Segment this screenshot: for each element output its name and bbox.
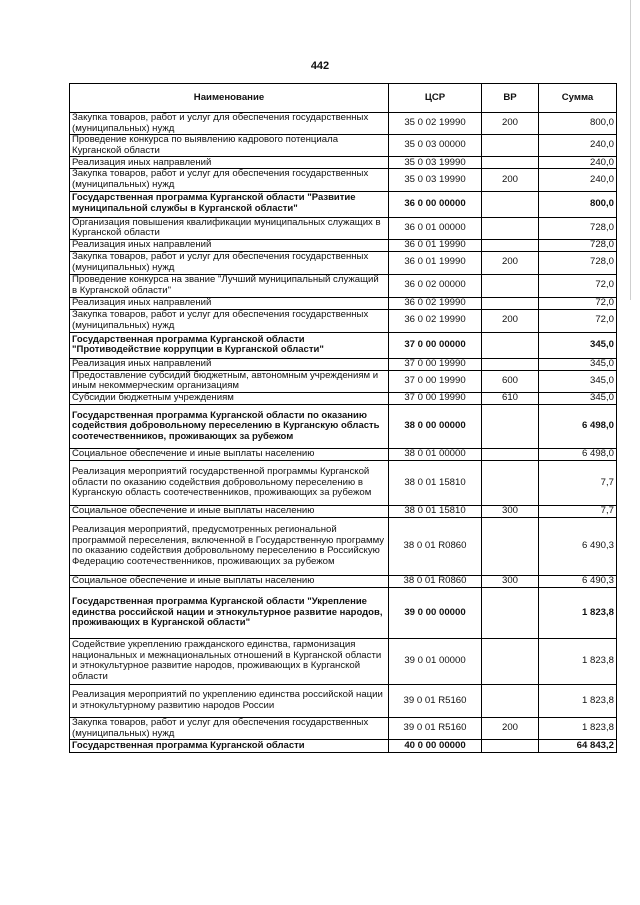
row-vr-cell — [482, 332, 539, 358]
row-name-cell: Организация повышения квалификации муниципальных служащих в Курганской области — [70, 217, 389, 239]
table-row — [70, 191, 617, 217]
row-name-cell: Предоставление субсидий бюджетным, автономным учреждениям и иным некоммерческим организациям — [70, 370, 389, 392]
table-row — [70, 404, 617, 448]
row-vr-cell — [482, 448, 539, 460]
table-header-row — [70, 84, 617, 113]
row-vr-cell: 200 — [482, 251, 539, 274]
row-csr-cell: 38 0 01 R0860 — [389, 517, 482, 575]
row-name-cell: Проведение конкурса по выявлению кадрового потенциала Курганской области — [70, 135, 389, 157]
table-row — [70, 297, 617, 309]
row-sum-cell: 7,7 — [539, 505, 617, 517]
row-csr-cell: 36 0 02 19990 — [389, 297, 482, 309]
table-row — [70, 274, 617, 297]
row-name-cell: Закупка товаров, работ и услуг для обеспечения государственных (муниципальных) нужд — [70, 251, 389, 274]
row-sum-cell: 64 843,2 — [539, 740, 617, 753]
row-vr-cell: 200 — [482, 169, 539, 191]
row-sum-cell: 72,0 — [539, 309, 617, 332]
row-csr-cell: 39 0 00 00000 — [389, 587, 482, 638]
row-sum-cell: 72,0 — [539, 274, 617, 297]
table-row — [70, 448, 617, 460]
row-csr-cell: 37 0 00 19990 — [389, 392, 482, 404]
row-sum-cell: 240,0 — [539, 169, 617, 191]
row-vr-cell — [482, 217, 539, 239]
row-sum-cell: 6 498,0 — [539, 404, 617, 448]
table-row — [70, 217, 617, 239]
table-row — [70, 517, 617, 575]
table-row — [70, 113, 617, 135]
row-sum-cell: 800,0 — [539, 113, 617, 135]
row-name-cell: Закупка товаров, работ и услуг для обеспечения государственных (муниципальных) нужд — [70, 113, 389, 135]
table-body — [70, 113, 617, 753]
row-csr-cell: 39 0 01 00000 — [389, 638, 482, 684]
row-vr-cell: 200 — [482, 717, 539, 739]
row-name-cell: Государственная программа Курганской области "Противодействие коррупции в Курганской области" — [70, 332, 389, 358]
row-csr-cell: 36 0 02 19990 — [389, 309, 482, 332]
row-name-cell: Реализация иных направлений — [70, 297, 389, 309]
row-sum-cell: 72,0 — [539, 297, 617, 309]
row-sum-cell: 1 823,8 — [539, 717, 617, 739]
row-vr-cell — [482, 684, 539, 717]
row-csr-cell: 35 0 03 19990 — [389, 169, 482, 191]
scan-edge-line — [630, 0, 631, 300]
row-csr-cell: 38 0 01 15810 — [389, 460, 482, 505]
row-csr-cell: 40 0 00 00000 — [389, 740, 482, 753]
table-row — [70, 505, 617, 517]
row-sum-cell: 1 823,8 — [539, 587, 617, 638]
row-csr-cell: 37 0 00 19990 — [389, 370, 482, 392]
row-vr-cell — [482, 740, 539, 753]
row-vr-cell: 600 — [482, 370, 539, 392]
row-vr-cell — [482, 239, 539, 251]
row-name-cell: Социальное обеспечение и иные выплаты населению — [70, 505, 389, 517]
row-sum-cell: 345,0 — [539, 332, 617, 358]
row-name-cell: Содействие укреплению гражданского единства, гармонизация национальных и межнациональных отношений в Курганской области и этнокультурное развитие народов, проживающих в Курганской области — [70, 638, 389, 684]
table-row — [70, 239, 617, 251]
table-row — [70, 332, 617, 358]
row-csr-cell: 36 0 02 00000 — [389, 274, 482, 297]
row-sum-cell: 728,0 — [539, 251, 617, 274]
row-name-cell: Государственная программа Курганской области — [70, 740, 389, 753]
table-row — [70, 575, 617, 587]
row-csr-cell: 36 0 01 19990 — [389, 251, 482, 274]
row-vr-cell — [482, 135, 539, 157]
page-number: 442 — [310, 60, 330, 72]
row-sum-cell: 345,0 — [539, 392, 617, 404]
row-vr-cell: 300 — [482, 575, 539, 587]
row-vr-cell: 200 — [482, 113, 539, 135]
table-row — [70, 157, 617, 169]
row-vr-cell — [482, 297, 539, 309]
row-name-cell: Социальное обеспечение и иные выплаты населению — [70, 448, 389, 460]
row-sum-cell: 7,7 — [539, 460, 617, 505]
row-csr-cell: 36 0 01 00000 — [389, 217, 482, 239]
table-row — [70, 251, 617, 274]
row-name-cell: Социальное обеспечение и иные выплаты населению — [70, 575, 389, 587]
table-row — [70, 740, 617, 753]
row-name-cell: Закупка товаров, работ и услуг для обеспечения государственных (муниципальных) нужд — [70, 169, 389, 191]
row-vr-cell: 300 — [482, 505, 539, 517]
table-row — [70, 370, 617, 392]
row-sum-cell: 728,0 — [539, 239, 617, 251]
table-row — [70, 309, 617, 332]
row-csr-cell: 39 0 01 R5160 — [389, 717, 482, 739]
row-vr-cell — [482, 460, 539, 505]
budget-table — [69, 83, 617, 753]
row-sum-cell: 6 490,3 — [539, 575, 617, 587]
row-name-cell: Закупка товаров, работ и услуг для обеспечения государственных (муниципальных) нужд — [70, 309, 389, 332]
row-vr-cell — [482, 517, 539, 575]
row-vr-cell — [482, 638, 539, 684]
header-sum: Сумма — [539, 84, 617, 113]
row-name-cell: Реализация иных направлений — [70, 239, 389, 251]
row-name-cell: Реализация мероприятий, предусмотренных региональной программой переселения, включенной в Государственную программу по оказанию содействия добровольному переселению в Российскую Федерацию соотечественников, проживающих за рубежом — [70, 517, 389, 575]
table-row — [70, 169, 617, 191]
table-row — [70, 684, 617, 717]
row-name-cell: Закупка товаров, работ и услуг для обеспечения государственных (муниципальных) нужд — [70, 717, 389, 739]
table-row — [70, 135, 617, 157]
row-csr-cell: 37 0 00 00000 — [389, 332, 482, 358]
row-sum-cell: 345,0 — [539, 358, 617, 370]
row-vr-cell: 610 — [482, 392, 539, 404]
row-sum-cell: 800,0 — [539, 191, 617, 217]
row-sum-cell: 345,0 — [539, 370, 617, 392]
header-name: Наименование — [70, 84, 389, 113]
table-row — [70, 392, 617, 404]
row-csr-cell: 35 0 02 19990 — [389, 113, 482, 135]
row-vr-cell — [482, 157, 539, 169]
row-csr-cell: 36 0 01 19990 — [389, 239, 482, 251]
row-csr-cell: 37 0 00 19990 — [389, 358, 482, 370]
row-name-cell: Проведение конкурса на звание "Лучший муниципальный служащий в Курганской области" — [70, 274, 389, 297]
row-csr-cell: 38 0 01 15810 — [389, 505, 482, 517]
table-row — [70, 358, 617, 370]
row-vr-cell — [482, 587, 539, 638]
row-csr-cell: 38 0 01 R0860 — [389, 575, 482, 587]
row-csr-cell: 39 0 01 R5160 — [389, 684, 482, 717]
row-name-cell: Государственная программа Курганской области по оказанию содействия добровольному переселению в Курганскую область соотечественников, проживающих за рубежом — [70, 404, 389, 448]
row-name-cell: Реализация иных направлений — [70, 358, 389, 370]
row-sum-cell: 6 498,0 — [539, 448, 617, 460]
row-sum-cell: 1 823,8 — [539, 638, 617, 684]
header-vr: ВР — [482, 84, 539, 113]
table-row — [70, 460, 617, 505]
row-csr-cell: 38 0 01 00000 — [389, 448, 482, 460]
row-name-cell: Реализация мероприятий по укреплению единства российской нации и этнокультурному развитию народов России — [70, 684, 389, 717]
row-name-cell: Реализация иных направлений — [70, 157, 389, 169]
row-csr-cell: 38 0 00 00000 — [389, 404, 482, 448]
row-name-cell: Субсидии бюджетным учреждениям — [70, 392, 389, 404]
table-row — [70, 638, 617, 684]
row-name-cell: Государственная программа Курганской области "Укрепление единства российской нации и этнокультурное развитие народов, проживающих в Курганской области" — [70, 587, 389, 638]
row-csr-cell: 35 0 03 00000 — [389, 135, 482, 157]
header-csr: ЦСР — [389, 84, 482, 113]
row-vr-cell: 200 — [482, 309, 539, 332]
row-sum-cell: 6 490,3 — [539, 517, 617, 575]
row-sum-cell: 240,0 — [539, 157, 617, 169]
table-row — [70, 717, 617, 739]
row-name-cell: Реализация мероприятий государственной программы Курганской области по оказанию содействия добровольному переселению в Курганскую область соотечественников, проживающих за рубежом — [70, 460, 389, 505]
row-csr-cell: 35 0 03 19990 — [389, 157, 482, 169]
row-csr-cell: 36 0 00 00000 — [389, 191, 482, 217]
row-vr-cell — [482, 191, 539, 217]
row-name-cell: Государственная программа Курганской области "Развитие муниципальной службы в Курганской области" — [70, 191, 389, 217]
row-vr-cell — [482, 274, 539, 297]
row-vr-cell — [482, 358, 539, 370]
row-vr-cell — [482, 404, 539, 448]
row-sum-cell: 240,0 — [539, 135, 617, 157]
row-sum-cell: 1 823,8 — [539, 684, 617, 717]
table-row — [70, 587, 617, 638]
row-sum-cell: 728,0 — [539, 217, 617, 239]
